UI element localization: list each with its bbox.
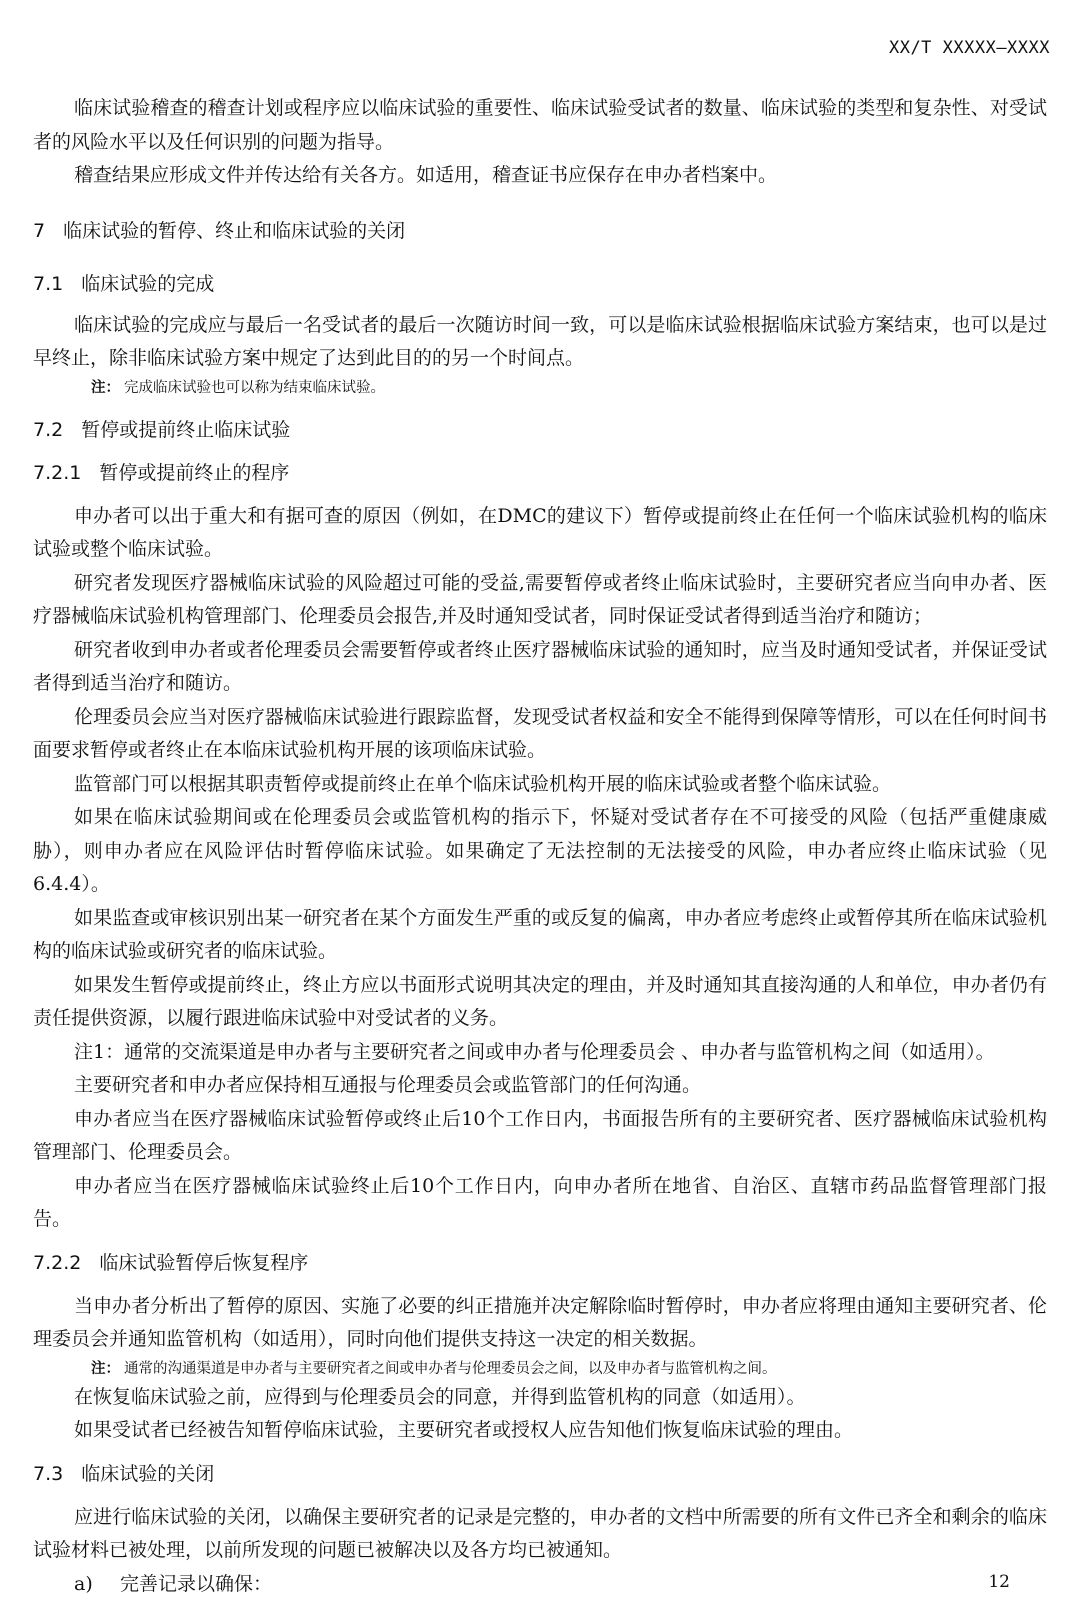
- body-paragraph: 申办者应当在医疗器械临床试验暂停或终止后10个工作日内，书面报告所有的主要研究者、医疗器械临床试验机构管理部门、伦理委员会。: [33, 1107, 1047, 1163]
- body-paragraph: 在恢复临床试验之前，应得到与伦理委员会的同意，并得到监管机构的同意（如适用）。: [74, 1385, 806, 1408]
- section-number: 7.2.1: [33, 461, 82, 484]
- body-paragraph: 伦理委员会应当对医疗器械临床试验进行跟踪监督，发现受试者权益和安全不能得到保障等情形，可以在任何时间书面要求暂停或者终止在本临床试验机构开展的该项临床试验。: [33, 705, 1047, 761]
- section-number: 7.2.2: [33, 1251, 82, 1274]
- body-paragraph: 研究者收到申办者或者伦理委员会需要暂停或者终止医疗器械临床试验的通知时，应当及时通知受试者，并保证受试者得到适当治疗和随访。: [33, 638, 1047, 694]
- section-number: 7.2: [33, 418, 64, 441]
- list-item-text: 完善记录以确保：: [120, 1572, 273, 1595]
- body-paragraph: 申办者可以出于重大和有据可查的原因（例如，在DMC的建议下）暂停或提前终止在任何一个临床试验机构的临床试验或整个临床试验。: [33, 504, 1047, 560]
- body-paragraph: 申办者应当在医疗器械临床试验终止后10个工作日内，向申办者所在地省、自治区、直辖市药品监督管理部门报告。: [33, 1174, 1047, 1230]
- section-number: 7.1: [33, 272, 64, 295]
- note: [33, 1357, 1047, 1381]
- section-heading-7-2: [33, 414, 1047, 447]
- page-number: 12: [988, 1572, 1010, 1592]
- body-paragraph: 主要研究者和申办者应保持相互通报与伦理委员会或监管部门的任何沟通。: [74, 1074, 702, 1096]
- body-paragraph: 如果在临床试验期间或在伦理委员会或监管机构的指示下，怀疑对受试者存在不可接受的风险（包括严重健康威胁），则申办者应在风险评估时暂停临床试验。如果确定了无法控制的无法接受的风险，申办者应终止临床试验（见6.4.4）。: [33, 806, 1047, 895]
- body-paragraph: 临床试验的完成应与最后一名受试者的最后一次随访时间一致，可以是临床试验根据临床试验方案结束，也可以是过早终止，除非临床试验方案中规定了达到此目的的另一个时间点。: [33, 313, 1047, 369]
- section-heading-7-2-1: [33, 457, 1047, 490]
- note-label: 注：: [91, 1359, 120, 1377]
- section-title: 临床试验的关闭: [81, 1462, 215, 1485]
- body-paragraph: 研究者发现医疗器械临床试验的风险超过可能的受益,需要暂停或者终止临床试验时，主要研究者应当向申办者、医疗器械临床试验机构管理部门、伦理委员会报告,并及时通知受试者，同时保证受试者得到适当治疗和随访；: [33, 571, 1047, 627]
- section-title: 临床试验的暂停、终止和临床试验的关闭: [63, 219, 406, 242]
- section-number: 7.3: [33, 1462, 64, 1485]
- section-heading-7-3: [33, 1458, 1047, 1491]
- section-heading-7-1: [33, 268, 1047, 301]
- body-paragraph: 如果监查或审核识别出某一研究者在某个方面发生严重的或反复的偏离，申办者应考虑终止或暂停其所在临床试验机构的临床试验或研究者的临床试验。: [33, 906, 1047, 962]
- section-title: 临床试验的完成: [81, 272, 215, 295]
- intro-paragraph: 稽查结果应形成文件并传达给有关各方。如适用，稽查证书应保存在申办者档案中。: [74, 164, 778, 186]
- section-title: 暂停或提前终止临床试验: [81, 418, 291, 441]
- note-paragraph: 注1：通常的交流渠道是申办者与主要研究者之间或申办者与伦理委员会 、申办者与监管机构之间（如适用）。: [74, 1040, 995, 1063]
- section-7-2-1-body: [33, 500, 1047, 1237]
- section-heading-7-2-2: [33, 1247, 1047, 1280]
- body-paragraph: 如果发生暂停或提前终止，终止方应以书面形式说明其决定的理由，并及时通知其直接沟通的人和单位，申办者仍有责任提供资源，以履行跟进临床试验中对受试者的义务。: [33, 973, 1047, 1029]
- body-paragraph: 监管部门可以根据其职责暂停或提前终止在单个临床试验机构开展的临床试验或者整个临床试验。: [74, 772, 892, 795]
- list-item: [33, 1568, 1047, 1601]
- document-code-header: XX/T XXXXX—XXXX: [888, 38, 1050, 58]
- section-number: 7: [33, 219, 46, 242]
- section-title: 临床试验暂停后恢复程序: [99, 1251, 309, 1274]
- list-marker: a): [74, 1572, 93, 1595]
- note: [33, 376, 1047, 400]
- note-label: 注：: [91, 378, 120, 396]
- intro-paragraph: 临床试验稽查的稽查计划或程序应以临床试验的重要性、临床试验受试者的数量、临床试验的类型和复杂性、对受试者的风险水平以及任何识别的问题为指导。: [33, 97, 1047, 153]
- note-text: 通常的沟通渠道是申办者与主要研究者之间或申办者与伦理委员会之间，以及申办者与监管机构之间。: [124, 1360, 777, 1377]
- body-paragraph: 当申办者分析出了暂停的原因、实施了必要的纠正措施并决定解除临时暂停时，申办者应将理由通知主要研究者、伦理委员会并通知监管机构（如适用），同时向他们提供支持这一决定的相关数据。: [33, 1294, 1047, 1350]
- body-paragraph: 应进行临床试验的关闭，以确保主要研究者的记录是完整的，申办者的文档中所需要的所有文件已齐全和剩余的临床试验材料已被处理，以前所发现的问题已被解决以及各方均已被通知。: [33, 1505, 1047, 1561]
- page-content: [33, 92, 1047, 1601]
- note-text: 完成临床试验也可以称为结束临床试验。: [124, 379, 385, 396]
- section-heading-7: [33, 215, 1047, 248]
- section-title: 暂停或提前终止的程序: [99, 461, 290, 484]
- body-paragraph: 如果受试者已经被告知暂停临床试验，主要研究者或授权人应告知他们恢复临床试验的理由。: [74, 1419, 854, 1441]
